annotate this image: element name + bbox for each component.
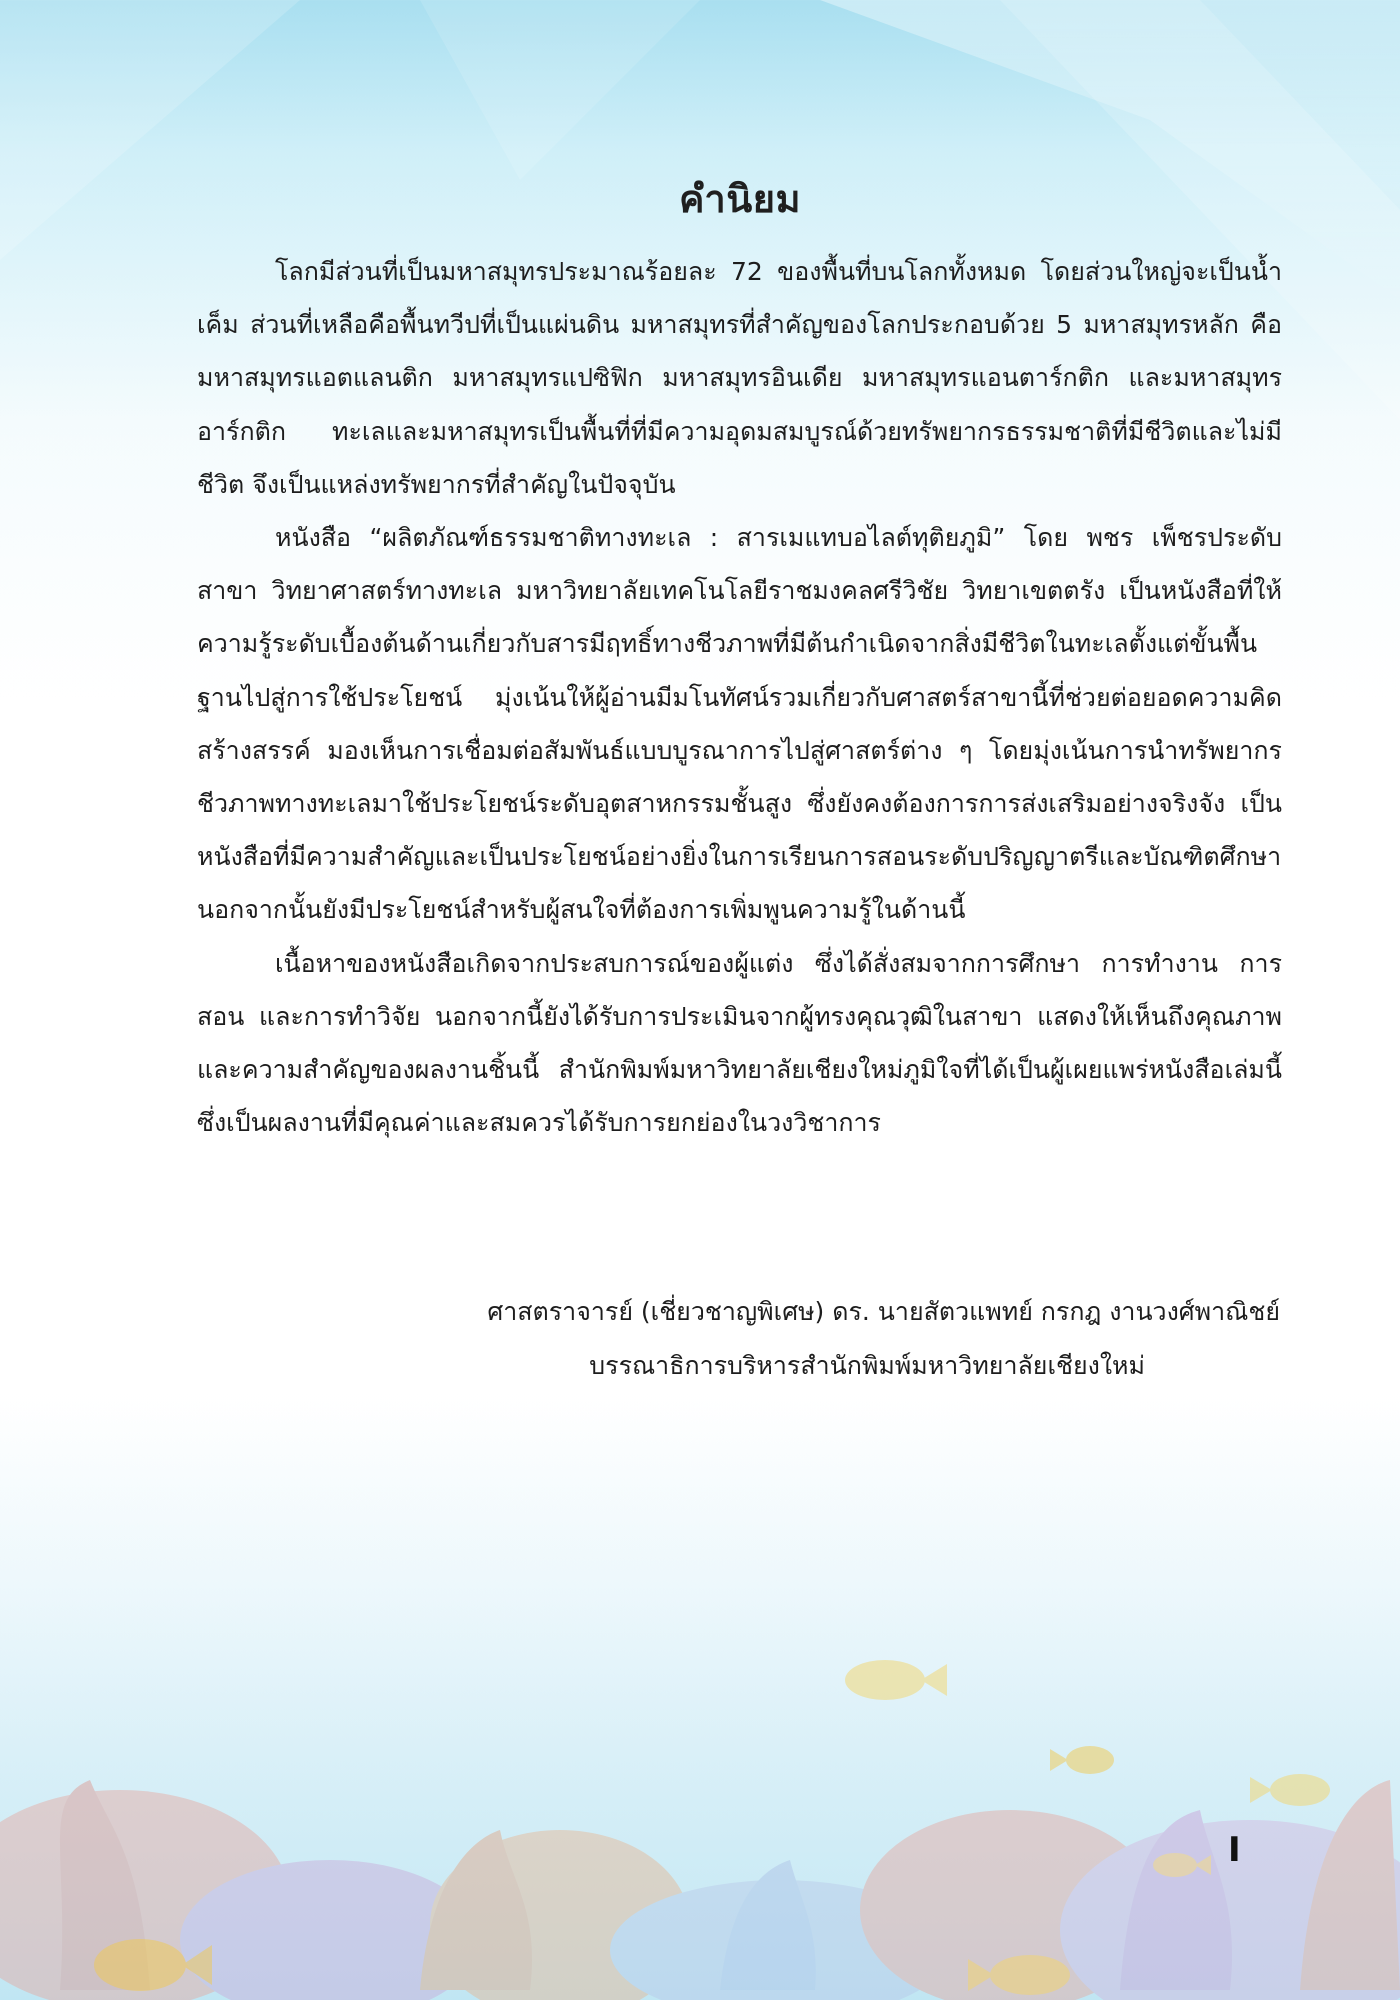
paragraph: โลกมีส่วนที่เป็นมหาสมุทรประมาณร้อยละ 72 ของพื้นที่บนโลกทั้งหมด โดยส่วนใหญ่จะเป็นน้ำเค็ม ส่วนที่เหลือคือพื้นทวีปที่เป็นแผ่นดิน มหาสมุทรที่สำคัญของโลกประกอบด้วย 5 มหาสมุทรหลัก คือ มหาสมุทรแอตแลนติก มหาสมุทรแปซิฟิก มหาสมุทรอินเดีย มหาสมุทรแอนตาร์กติก และมหาสมุทรอาร์กติก ทะเลและมหาสมุทรเป็นพื้นที่ที่มีความอุดมสมบูรณ์ด้วยทรัพยากรธรรมชาติที่มีชีวิตและไม่มีชีวิต จึงเป็นแหล่งทรัพยากรที่สำคัญในปัจจุบัน [197,257,1282,499]
body-text [197,245,1282,1149]
signature-name: ศาสตราจารย์ (เชี่ยวชาญพิเศษ) ดร. นายสัตวแพทย์ กรกฎ งานวงศ์พาณิชย์ [487,1297,1280,1326]
signature-block [380,1285,1280,1393]
page-number: I [1228,1830,1241,1870]
page-title: คำนิยม [678,177,802,221]
paragraph: หนังสือ “ผลิตภัณฑ์ธรรมชาติทางทะเล : สารเมแทบอไลต์ทุติยภูมิ” โดย พชร เพ็ชรประดับ สาขา วิทยาศาสตร์ทางทะเล มหาวิทยาลัยเทคโนโลยีราชมงคลศรีวิชัย วิทยาเขตตรัง เป็นหนังสือที่ให้ความรู้ระดับเบื้องต้นด้านเกี่ยวกับสารมีฤทธิ์ทางชีวภาพที่มีต้นกำเนิดจากสิ่งมีชีวิตในทะเลตั้งแต่ขั้นพื้นฐานไปสู่การใช้ประโยชน์ มุ่งเน้นให้ผู้อ่านมีมโนทัศน์รวมเกี่ยวกับศาสตร์สาขานี้ที่ช่วยต่อยอดความคิดสร้างสรรค์ มองเห็นการเชื่อมต่อสัมพันธ์แบบบูรณาการไปสู่ศาสตร์ต่าง ๆ โดยมุ่งเน้นการนำทรัพยากรชีวภาพทางทะเลมาใช้ประโยชน์ระดับอุตสาหกรรมชั้นสูง ซึ่งยังคงต้องการการส่งเสริมอย่างจริงจัง เป็นหนังสือที่มีความสำคัญและเป็นประโยชน์อย่างยิ่งในการเรียนการสอนระดับปริญญาตรีและบัณฑิตศึกษา นอกจากนั้นยังมีประโยชน์สำหรับผู้สนใจที่ต้องการเพิ่มพูนความรู้ในด้านนี้ [197,523,1282,925]
paragraph: เนื้อหาของหนังสือเกิดจากประสบการณ์ของผู้แต่ง ซึ่งได้สั่งสมจากการศึกษา การทำงาน การสอน และการทำวิจัย นอกจากนี้ยังได้รับการประเมินจากผู้ทรงคุณวุฒิในสาขา แสดงให้เห็นถึงคุณภาพและความสำคัญของผลงานชิ้นนี้ สำนักพิมพ์มหาวิทยาลัยเชียงใหม่ภูมิใจที่ได้เป็นผู้เผยแพร่หนังสือเล่มนี้ ซึ่งเป็นผลงานที่มีคุณค่าและสมควรได้รับการยกย่องในวงวิชาการ [197,948,1282,1138]
signature-position: บรรณาธิการบริหารสำนักพิมพ์มหาวิทยาลัยเชียงใหม่ [589,1351,1145,1380]
